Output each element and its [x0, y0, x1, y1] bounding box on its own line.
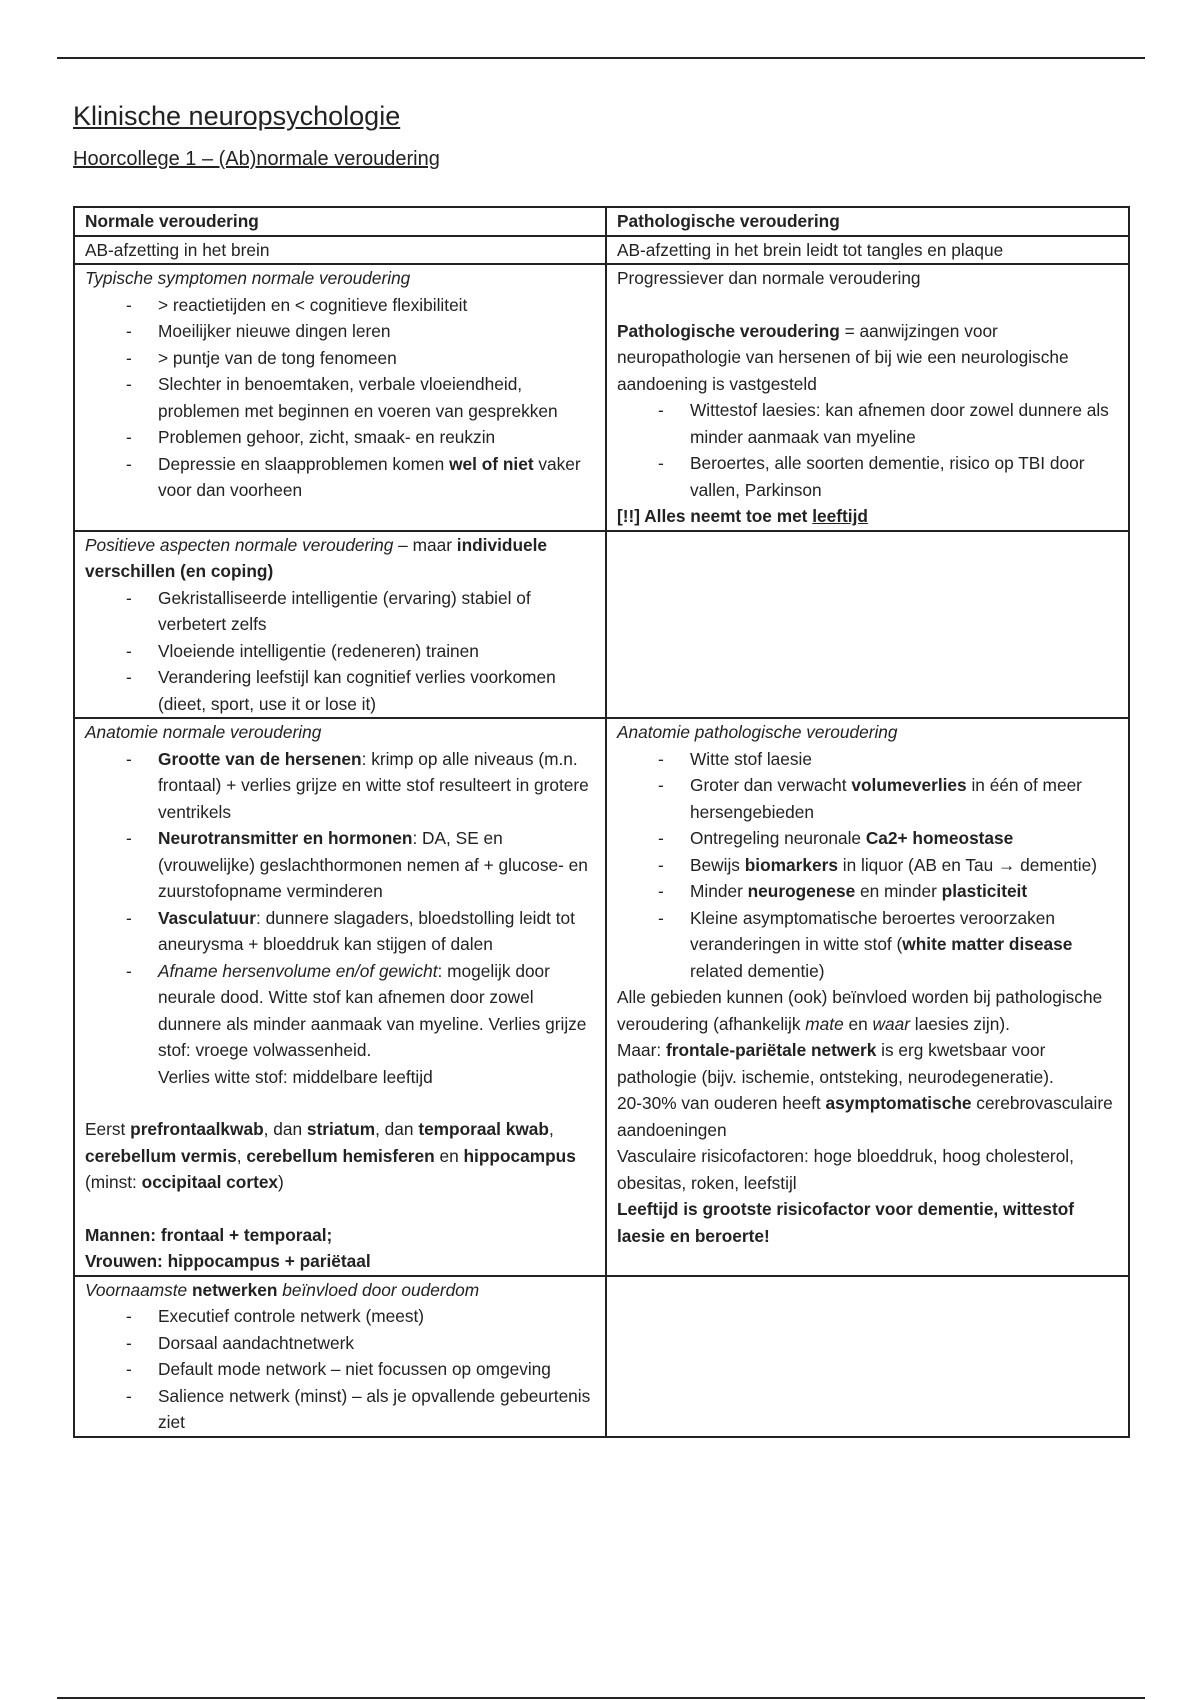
paragraph: Vasculaire risicofactoren: hoge bloeddruk, hoog cholesterol, obesitas, roken, leefstijl: [617, 1146, 1074, 1193]
list-item: - Vasculatuur: dunnere slagaders, bloedstolling leidt tot aneurysma + bloeddruk kan stijgen of dalen: [126, 907, 575, 954]
bottom-rule: [57, 1697, 1145, 1699]
list-item: - Depressie en slaapproblemen komen wel of niet vaker voor dan voorheen: [126, 453, 581, 500]
list-item: - Groter dan verwacht volumeverlies in één of meer hersengebieden: [658, 775, 1082, 822]
list-item: - Wittestof laesies: kan afnemen door zowel dunnere als minder aanmaak van myeline: [658, 400, 1109, 447]
document-title: Klinische neuropsychologie: [73, 101, 401, 131]
sex-difference-men: Mannen: frontaal + temporaal;: [85, 1224, 333, 1245]
table-row: [74, 236, 1129, 265]
list-item: - Neurotransmitter en hormonen: DA, SE en (vrouwelijke) geslachthormonen nemen af + glucose- en zuurstofopname verminderen: [126, 828, 588, 901]
list-item: - Vloeiende intelligentie (redeneren) trainen: [126, 640, 479, 661]
empty-cell: [606, 1276, 1129, 1437]
table-row: [74, 718, 1129, 1276]
list-item: - Beroertes, alle soorten dementie, risico op TBI door vallen, Parkinson: [658, 453, 1085, 500]
top-rule: [57, 57, 1145, 59]
table-row: [74, 531, 1129, 719]
definition-paragraph: Pathologische veroudering = aanwijzingen voor neuropathologie van hersenen of bij wie een neurologische aandoening is vastgesteld: [617, 320, 1069, 394]
symptom-list: [85, 292, 599, 504]
pathological-definition-cell: [606, 264, 1129, 531]
table-row: [74, 264, 1129, 531]
table-row: [74, 1276, 1129, 1437]
anatomy-pathological-cell: [606, 718, 1129, 1276]
list-item: - Bewijs biomarkers in liquor (AB en Tau → dementie): [658, 854, 1097, 875]
list-item: - Verandering leefstijl kan cognitief verlies voorkomen (dieet, sport, use it or lose it): [126, 667, 556, 714]
list-item: - Salience netwerk (minst) – als je opvallende gebeurtenis ziet: [126, 1385, 591, 1432]
header-pathological: Pathologische veroudering: [606, 207, 1129, 236]
note: [!!] Alles neemt toe met leeftijd: [617, 506, 868, 526]
list-item: - Slechter in benoemtaken, verbale vloeiendheid, problemen met beginnen en voeren van gesprekken: [126, 374, 558, 421]
paragraph: 20-30% van ouderen heeft asymptomatische cerebrovasculaire aandoeningen: [617, 1093, 1113, 1140]
positive-list: [85, 585, 599, 718]
cell-heading: Typische symptomen normale veroudering: [85, 268, 411, 288]
cell-heading: Anatomie normale veroudering: [85, 722, 322, 742]
list-item: - Witte stof laesie: [658, 748, 812, 769]
anatomy-normal-list: [85, 746, 599, 1091]
list-item: - Minder neurogenese en minder plasticiteit: [658, 881, 1028, 901]
symptoms-cell: [74, 264, 606, 531]
table-header-row: [74, 207, 1129, 236]
anatomy-pathological-list: [617, 746, 1122, 985]
list-item: - Dorsaal aandachtnetwerk: [126, 1332, 354, 1353]
list-item: - > puntje van de tong fenomeen: [126, 347, 397, 368]
list-item: - Grootte van de hersenen: krimp op alle niveaus (m.n. frontaal) + verlies grijze en witte stof resulteert in grotere ventrikels: [126, 748, 589, 822]
comparison-table: [73, 206, 1130, 1438]
positive-aspects-cell: [74, 531, 606, 719]
list-item: - Gekristalliseerde intelligentie (ervaring) stabiel of verbetert zelfs: [126, 587, 531, 634]
ab-normal-cell: AB-afzetting in het brein: [74, 236, 606, 265]
networks-cell: [74, 1276, 606, 1437]
pathology-list: [617, 397, 1122, 503]
list-item: - Moeilijker nieuwe dingen leren: [126, 321, 391, 341]
document-subtitle: Hoorcollege 1 – (Ab)normale veroudering: [73, 148, 440, 170]
networks-list: [85, 1303, 599, 1436]
anatomy-normal-cell: [74, 718, 606, 1276]
list-item: - Problemen gehoor, zicht, smaak- en reukzin: [126, 427, 496, 447]
header-normal: Normale veroudering: [74, 207, 606, 236]
cell-heading: Anatomie pathologische veroudering: [617, 722, 898, 742]
list-item: - Default mode network – niet focussen op omgeving: [126, 1359, 551, 1379]
order-paragraph: Eerst prefrontaalkwab, dan striatum, dan temporaal kwab, cerebellum vermis, cerebellum hemisferen en hippocampus (minst: occipitaal cortex): [85, 1119, 576, 1192]
empty-cell: [606, 531, 1129, 719]
list-item: - Executief controle netwerk (meest): [126, 1306, 425, 1326]
list-item: - Kleine asymptomatische beroertes veroorzaken veranderingen in witte stof (white matter disease related dementie): [658, 907, 1073, 981]
paragraph: Maar: frontale-pariëtale netwerk is erg kwetsbaar voor pathologie (bijv. ischemie, ontsteking, neurodegeneratie).: [617, 1040, 1054, 1087]
list-item: - > reactietijden en < cognitieve flexibiliteit: [126, 294, 468, 315]
cell-heading: Voornaamste netwerken beïnvloed door ouderdom: [85, 1279, 480, 1300]
paragraph: Alle gebieden kunnen (ook) beïnvloed worden bij pathologische veroudering (afhankelijk mate en waar laesies zijn).: [617, 987, 1103, 1034]
conclusion: Leeftijd is grootste risicofactor voor dementie, wittestof laesie en beroerte!: [617, 1199, 1075, 1246]
list-item: - Afname hersenvolume en/of gewicht: mogelijk door neurale dood. Witte stof kan afnemen door zowel dunnere als minder aanmaak van myeline. Verlies grijze stof: vroege volwassenheid. Verlies witte stof: middelbare leeftijd: [126, 960, 587, 1087]
sex-difference-women: Vrouwen: hippocampus + pariëtaal: [85, 1251, 371, 1271]
paragraph: Progressiever dan normale veroudering: [617, 268, 921, 288]
list-item: - Ontregeling neuronale Ca2+ homeostase: [658, 828, 1014, 848]
cell-heading: Positieve aspecten normale veroudering – maar individuele verschillen (en coping): [85, 534, 548, 581]
ab-pathological-cell: AB-afzetting in het brein leidt tot tangles en plaque: [606, 236, 1129, 265]
